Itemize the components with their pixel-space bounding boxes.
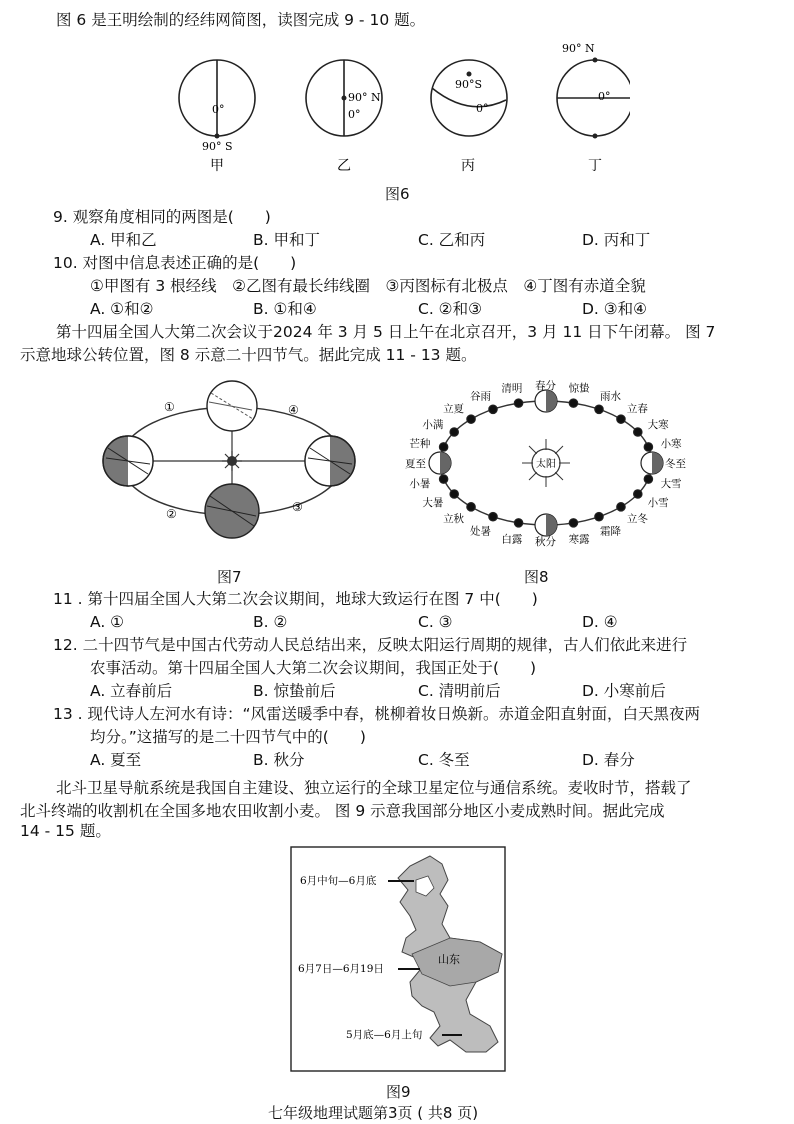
intro-fig6: 图 6 是王明绘制的经纬网简图，读图完成 9 - 10 题。 xyxy=(56,11,426,29)
fig6-ding-label-0: 90° N xyxy=(562,42,595,55)
q13-stem-line2: 均分。”这描写的是二十四节气中的( ) xyxy=(90,728,366,746)
q12-stem-line1: 12. 二十四节气是中国古代劳动人民总结出来，反映太阳运行周期的规律，古人们依此来进行 xyxy=(53,636,688,654)
fig6-name-yi: 乙 xyxy=(337,158,351,174)
fig6-yi-label-0: 90° N xyxy=(348,91,381,104)
fig8-dot-2 xyxy=(595,405,603,413)
q12-option-d[interactable]: D. 小寒前后 xyxy=(582,682,666,700)
fig8-dot-23 xyxy=(514,399,522,407)
fig6-name-jia: 甲 xyxy=(210,158,224,174)
fig8-earth-shade-18 xyxy=(440,452,451,474)
fig8-term-10: 霜降 xyxy=(600,525,621,538)
fig6-caption: 图6 xyxy=(385,185,410,203)
fig8-term-6: 冬至 xyxy=(665,458,686,470)
fig8-term-3: 立春 xyxy=(626,402,648,415)
figure-9 xyxy=(290,846,506,1072)
fig8-term-21: 立夏 xyxy=(443,402,465,415)
fig8-dot-19 xyxy=(439,443,447,451)
q11-option-b[interactable]: B. ② xyxy=(253,613,288,631)
fig8-term-12: 秋分 xyxy=(535,536,556,548)
fig6-bing-label-0: 90°S xyxy=(455,78,483,91)
fig8-term-15: 立秋 xyxy=(443,513,465,526)
q12-option-a[interactable]: A. 立春前后 xyxy=(90,682,173,700)
intro-fig78-line1: 第十四届全国人大第二次会议于2024 年 3 月 5 日上午在北京召开，3 月 11 日下午闭幕。 图 7 xyxy=(56,323,716,341)
fig8-term-18: 夏至 xyxy=(405,458,426,470)
q11-option-c[interactable]: C. ③ xyxy=(418,613,453,631)
fig6-name-ding: 丁 xyxy=(588,158,602,174)
fig6-jia-label-0: 0° xyxy=(212,103,225,116)
fig8-earth-shade-0 xyxy=(546,390,557,412)
q13-stem-line1: 13 . 现代诗人左河水有诗：“风雷送暖季中春，桃柳着妆日焕新。赤道金阳直射面，白天黑夜两 xyxy=(53,705,701,723)
fig8-dot-14 xyxy=(489,512,497,520)
fig9-label-2: 6月7日—6月19日 xyxy=(298,963,384,975)
fig8-term-5: 小寒 xyxy=(660,437,682,450)
q13-option-b[interactable]: B. 秋分 xyxy=(253,751,305,769)
q11-option-d[interactable]: D. ④ xyxy=(582,613,618,631)
fig8-sun-label: 太阳 xyxy=(536,459,556,470)
fig8-dot-10 xyxy=(595,512,603,520)
intro-fig78-line2: 示意地球公转位置，图 8 示意二十四节气。据此完成 11 - 13 题。 xyxy=(20,346,477,364)
fig9-label-1: 6月中旬—6月底 xyxy=(300,875,377,887)
intro-fig9-line3: 14 - 15 题。 xyxy=(20,822,111,840)
fig8-dot-7 xyxy=(644,475,652,483)
q10-option-d[interactable]: D. ③和④ xyxy=(582,300,648,318)
fig8-dot-11 xyxy=(569,519,577,527)
fig6-bing-label-1: 0° xyxy=(476,102,489,115)
q10-option-b[interactable]: B. ①和④ xyxy=(253,300,317,318)
fig8-dot-20 xyxy=(450,428,458,436)
fig8-term-13: 白露 xyxy=(501,533,523,546)
q9-option-c[interactable]: C. 乙和丙 xyxy=(418,231,486,249)
fig8-term-7: 大雪 xyxy=(660,478,682,491)
fig9-label-3: 5月底—6月上旬 xyxy=(346,1029,423,1041)
fig8-term-11: 寒露 xyxy=(568,533,590,546)
figure-6 xyxy=(170,38,630,178)
fig8-term-9: 立冬 xyxy=(626,513,648,526)
fig8-earth-shade-12 xyxy=(546,514,557,536)
intro-fig9-line1: 北斗卫星导航系统是我国自主建设、独立运行的全球卫星定位与通信系统。麦收时节，搭载了 xyxy=(56,779,692,797)
fig8-term-17: 小暑 xyxy=(409,478,431,491)
fig7-label-2: ② xyxy=(166,507,177,521)
q10-option-c[interactable]: C. ②和③ xyxy=(418,300,482,318)
fig8-term-4: 大寒 xyxy=(647,419,669,431)
fig6-jia-label-1: 90° S xyxy=(202,140,233,153)
fig8-term-14: 处暑 xyxy=(470,525,491,538)
fig8-dot-8 xyxy=(634,490,642,498)
q10-statements: ①甲图有 3 根经线 ②乙图有最长纬线圈 ③丙图标有北极点 ④丁图有赤道全貌 xyxy=(90,277,646,295)
fig8-dot-16 xyxy=(450,490,458,498)
fig6-ding-label-1: 0° xyxy=(598,90,611,103)
fig8-caption: 图8 xyxy=(524,568,549,586)
fig7-label-3: ③ xyxy=(292,500,303,514)
fig9-caption: 图9 xyxy=(386,1083,411,1101)
q13-option-d[interactable]: D. 春分 xyxy=(582,751,635,769)
fig8-term-2: 雨水 xyxy=(600,390,621,403)
fig8-dot-9 xyxy=(617,503,625,511)
q9-option-a[interactable]: A. 甲和乙 xyxy=(90,231,157,249)
q9-option-b[interactable]: B. 甲和丁 xyxy=(253,231,320,249)
q10-option-a[interactable]: A. ①和② xyxy=(90,300,154,318)
q10-stem: 10. 对图中信息表述正确的是( ) xyxy=(53,254,297,272)
fig8-dot-3 xyxy=(617,415,625,423)
fig8-dot-21 xyxy=(467,415,475,423)
fig9-region-label: 山东 xyxy=(438,953,460,966)
sun-icon xyxy=(222,451,242,471)
fig8-dot-1 xyxy=(569,399,577,407)
q11-option-a[interactable]: A. ① xyxy=(90,613,125,631)
fig8-dot-22 xyxy=(489,405,497,413)
q12-option-b[interactable]: B. 惊蛰前后 xyxy=(253,682,336,700)
fig8-dot-13 xyxy=(514,519,522,527)
fig8-term-0: 春分 xyxy=(535,380,556,392)
fig8-dot-17 xyxy=(439,475,447,483)
q12-stem-line2: 农事活动。第十四届全国人大第二次会议期间，我国正处于( ) xyxy=(90,659,537,677)
q13-option-c[interactable]: C. 冬至 xyxy=(418,751,470,769)
fig8-term-20: 小满 xyxy=(422,419,444,431)
fig6-yi-label-1: 0° xyxy=(348,108,361,121)
fig7-label-4: ④ xyxy=(288,403,299,417)
fig8-earth-shade-6 xyxy=(652,452,663,474)
fig8-dot-4 xyxy=(634,428,642,436)
page-footer: 七年级地理试题第3页 ( 共8 页) xyxy=(268,1104,479,1122)
fig7-label-1: ① xyxy=(164,400,175,414)
figure-7 xyxy=(98,366,368,561)
fig8-dot-15 xyxy=(467,503,475,511)
figure-8 xyxy=(398,366,698,561)
fig8-term-1: 惊蛰 xyxy=(568,382,590,395)
fig7-caption: 图7 xyxy=(217,568,242,586)
fig8-term-8: 小雪 xyxy=(647,497,669,509)
q13-option-a[interactable]: A. 夏至 xyxy=(90,751,142,769)
q9-stem: 9. 观察角度相同的两图是( ) xyxy=(53,208,271,226)
fig8-term-22: 谷雨 xyxy=(470,390,491,403)
q11-stem: 11 . 第十四届全国人大第二次会议期间，地球大致运行在图 7 中( ) xyxy=(53,590,538,608)
intro-fig9-line2: 北斗终端的收割机在全国多地农田收割小麦。 图 9 示意我国部分地区小麦成熟时间。据此完成 xyxy=(20,802,665,820)
fig8-term-19: 芒种 xyxy=(409,437,431,450)
q9-option-d[interactable]: D. 丙和丁 xyxy=(582,231,651,249)
fig8-dot-5 xyxy=(644,443,652,451)
fig8-term-23: 清明 xyxy=(501,382,523,395)
fig8-term-16: 大暑 xyxy=(422,497,444,509)
fig6-name-bing: 丙 xyxy=(461,158,475,174)
q12-option-c[interactable]: C. 清明前后 xyxy=(418,682,501,700)
